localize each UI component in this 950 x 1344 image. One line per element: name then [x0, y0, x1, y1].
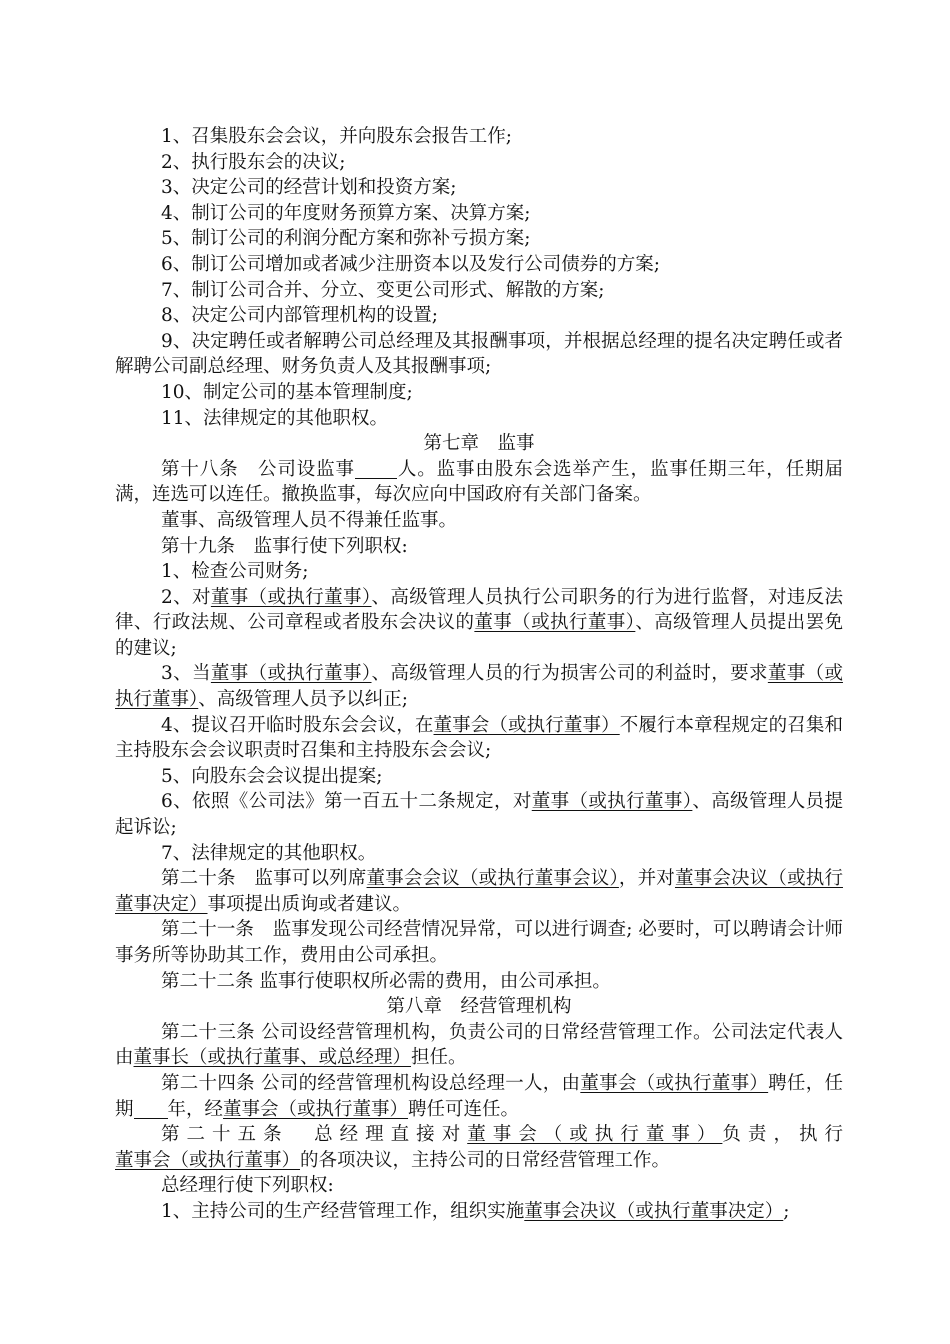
list-item: 1、检查公司财务; [161, 561, 309, 583]
list-item: 3、决定公司的经营计划和投资方案; [161, 177, 457, 199]
list-item: 9、决定聘任或者解聘公司总经理及其报酬事项，并根据总经理的提名决定聘任或者解聘公司副总经理、财务负责人及其报酬事项; [115, 330, 843, 378]
article-21: 第二十一条 监事发现公司经营情况异常，可以进行调查; 必要时，可以聘请会计师事务所等协助其工作，费用由公司承担。 [115, 919, 843, 966]
article-25: 第二十五条 总经理直接对董事会（或执行董事）负责，执行董事会（或执行董事）的各项决议，主持公司的日常经营管理工作。 [115, 1124, 843, 1171]
chapter-7-heading: 第七章 监事 [423, 433, 535, 455]
document-page [115, 124, 843, 1225]
list-item: 8、决定公司内部管理机构的设置; [161, 305, 439, 327]
list-item: 5、向股东会会议提出提案; [161, 765, 383, 787]
list-item: 6、依照《公司法》第一百五十二条规定，对董事（或执行董事）、高级管理人员提起诉讼; [115, 791, 843, 839]
chapter-8-heading: 第八章 经营管理机构 [386, 996, 572, 1018]
list-item: 10、制定公司的基本管理制度; [161, 381, 413, 403]
blank-supervisor-count [355, 460, 397, 479]
list-item: 4、提议召开临时股东会会议，在董事会（或执行董事）不履行本章程规定的召集和主持股东会会议职责时召集和主持股东会会议; [115, 714, 843, 762]
list-item: 7、制订公司合并、分立、变更公司形式、解散的方案; [161, 279, 605, 301]
list-item: 3、当董事（或执行董事）、高级管理人员的行为损害公司的利益时，要求董事（或执行董事）、高级管理人员予以纠正; [115, 663, 843, 711]
blank-term-years [134, 1100, 168, 1119]
article-18: 第十八条 公司设监事 人。监事由股东会选举产生，监事任期三年，任期届满，连选可以连任。撤换监事，每次应向中国政府有关部门备案。 [115, 458, 843, 506]
article-24: 第二十四条 公司的经营管理机构设总经理一人，由董事会（或执行董事）聘任，任期 年，经董事会（或执行董事）聘任可连任。 [115, 1072, 843, 1120]
article-19: 第十九条 监事行使下列职权: [161, 535, 408, 557]
list-item: 6、制订公司增加或者减少注册资本以及发行公司债券的方案; [161, 253, 661, 275]
list-item: 11、法律规定的其他职权。 [161, 407, 389, 429]
article-23: 第二十三条 公司设经营管理机构，负责公司的日常经营管理工作。公司法定代表人由董事长（或执行董事、或总经理）担任。 [115, 1021, 843, 1069]
article-18-note: 董事、高级管理人员不得兼任监事。 [161, 509, 458, 531]
list-item: 2、执行股东会的决议; [161, 151, 346, 173]
list-item: 1、主持公司的生产经营管理工作，组织实施董事会决议（或执行董事决定）; [161, 1200, 790, 1222]
list-item: 4、制订公司的年度财务预算方案、决算方案; [161, 202, 531, 224]
article-20: 第二十条 监事可以列席董事会会议（或执行董事会议），并对董事会决议（或执行董事决定）事项提出质询或者建议。 [115, 868, 843, 915]
list-item: 2、对董事（或执行董事）、高级管理人员执行公司职务的行为进行监督，对违反法律、行政法规、公司章程或者股东会决议的董事（或执行董事）、高级管理人员提出罢免的建议; [115, 586, 843, 659]
list-item: 5、制订公司的利润分配方案和弥补亏损方案; [161, 228, 531, 250]
list-item: 1、召集股东会会议，并向股东会报告工作; [161, 126, 513, 147]
gm-powers-intro: 总经理行使下列职权: [161, 1175, 334, 1197]
list-item: 7、法律规定的其他职权。 [161, 842, 377, 864]
article-22: 第二十二条 监事行使职权所必需的费用，由公司承担。 [161, 970, 611, 992]
